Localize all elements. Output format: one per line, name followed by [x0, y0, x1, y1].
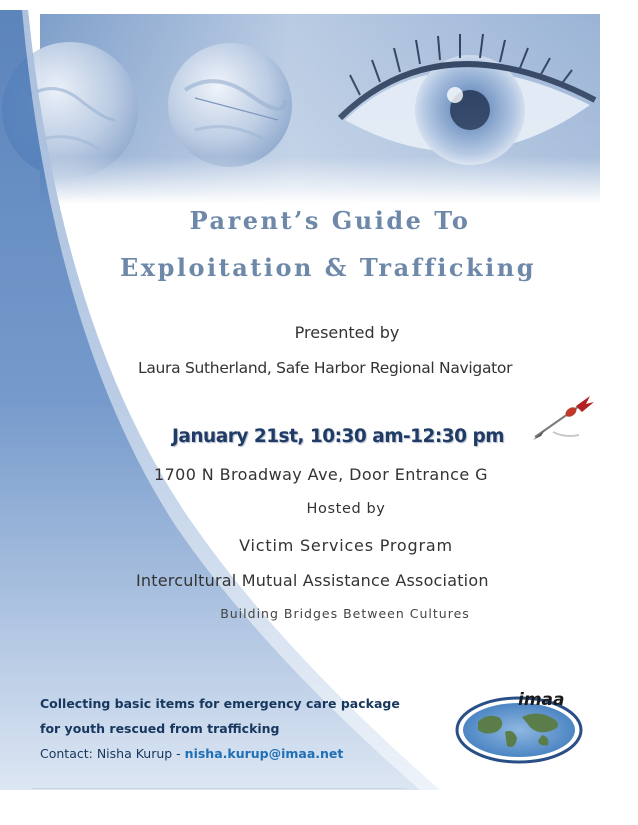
header-banner-image — [2, 14, 600, 204]
contact-email-link[interactable]: nisha.kurup@imaa.net — [184, 746, 344, 761]
hosted-by-label: Hosted by — [306, 501, 386, 517]
footer-contact — [40, 746, 343, 761]
footer-line-2: for youth rescued from trafficking — [40, 721, 280, 736]
presenter-name: Laura Sutherland, Safe Harbor Regional Navigator — [138, 359, 513, 377]
dart-icon — [533, 396, 594, 440]
host-tagline: Building Bridges Between Cultures — [220, 606, 470, 621]
title-line-1: Parent’s Guide To — [189, 206, 471, 235]
event-datetime: January 21st, 10:30 am-12:30 pm — [172, 426, 504, 447]
presented-by-label: Presented by — [294, 323, 400, 342]
imaa-logo-text: imaa — [518, 690, 565, 710]
title-line-2: Exploitation & Trafficking — [120, 253, 536, 282]
footer-line-1: Collecting basic items for emergency care package — [40, 696, 400, 711]
footer-divider — [32, 788, 407, 789]
event-address: 1700 N Broadway Ave, Door Entrance G — [154, 465, 488, 484]
host-program: Victim Services Program — [239, 536, 453, 555]
host-organization: Intercultural Mutual Assistance Association — [136, 571, 489, 590]
contact-label: Contact: Nisha Kurup - — [40, 746, 185, 761]
